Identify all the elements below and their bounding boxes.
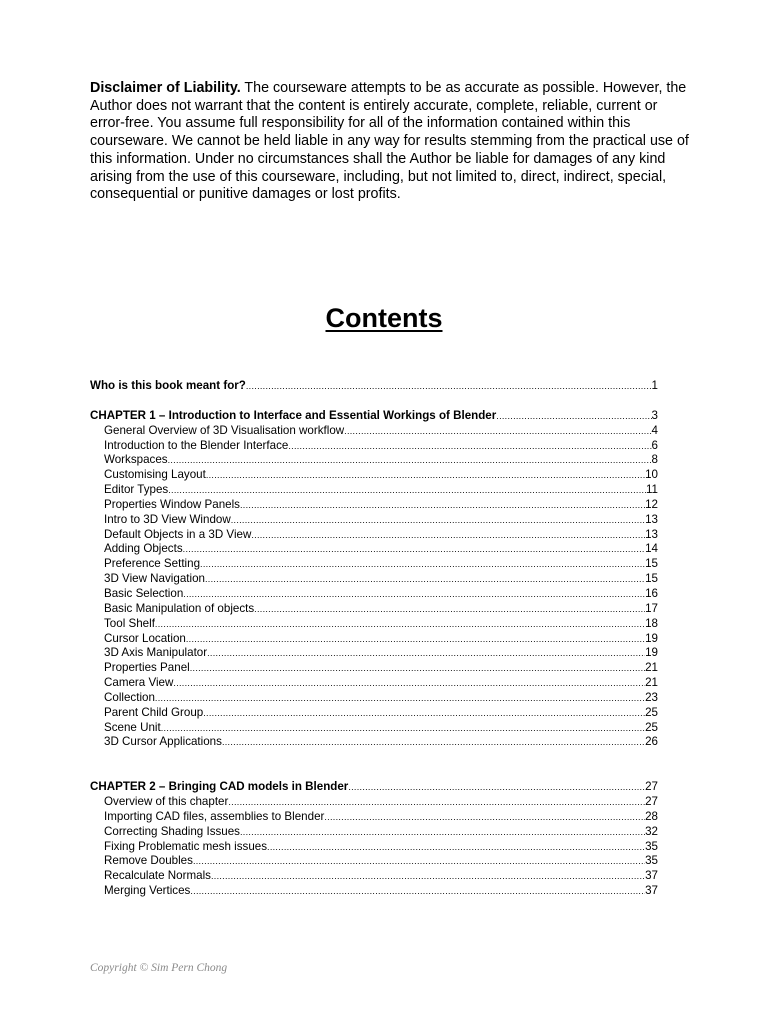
toc-leader xyxy=(324,810,645,825)
toc-chapter-2-title: CHAPTER 2 – Bringing CAD models in Blender xyxy=(90,780,349,794)
toc-leader xyxy=(203,706,645,721)
toc-entry-page: 13 xyxy=(645,527,658,541)
toc-entry-title: Editor Types xyxy=(104,483,169,497)
toc-entry-title: 3D View Navigation xyxy=(104,572,205,586)
toc-entry-title: Merging Vertices xyxy=(104,884,191,898)
toc-entry-page: 25 xyxy=(645,705,658,719)
toc-entry-title: Customising Layout xyxy=(104,468,206,482)
toc-leader xyxy=(190,661,645,676)
toc-entry[interactable] xyxy=(90,468,658,483)
toc-leader xyxy=(155,617,645,632)
toc-entry-page: 37 xyxy=(645,869,658,883)
toc-entry-page: 18 xyxy=(645,616,658,630)
toc-entry[interactable] xyxy=(90,617,658,632)
toc-entry-title: Parent Child Group xyxy=(104,705,204,719)
toc-entry-page: 32 xyxy=(645,824,658,838)
toc-entry-page: 35 xyxy=(645,839,658,853)
toc-entry[interactable] xyxy=(90,676,658,691)
toc-leader xyxy=(231,513,645,528)
toc-chapter-2-page: 27 xyxy=(645,780,658,794)
toc-entry-page: 21 xyxy=(645,661,658,675)
toc-entry[interactable] xyxy=(90,513,658,528)
toc-entry[interactable] xyxy=(90,528,658,543)
toc-entry-page: 19 xyxy=(645,631,658,645)
toc-preface-page: 1 xyxy=(651,379,658,392)
toc-leader xyxy=(267,840,645,855)
toc-entry-title: Fixing Problematic mesh issues xyxy=(104,839,268,853)
toc-entry[interactable] xyxy=(90,453,658,468)
toc-entry-page: 17 xyxy=(645,601,658,615)
toc-entry[interactable] xyxy=(90,661,658,676)
toc-leader xyxy=(496,409,651,424)
toc-entry-title: Scene Unit xyxy=(104,720,161,734)
toc-entry-page: 35 xyxy=(645,854,658,868)
toc-preface[interactable] xyxy=(90,379,658,394)
toc-chapter-1[interactable] xyxy=(90,409,658,424)
toc-entry-page: 4 xyxy=(651,423,658,437)
toc-entry-title: Correcting Shading Issues xyxy=(104,824,240,838)
toc-leader xyxy=(251,528,645,543)
toc-leader xyxy=(168,483,646,498)
toc-entry-page: 21 xyxy=(645,676,658,690)
toc-entry[interactable] xyxy=(90,869,658,884)
toc-leader xyxy=(200,557,645,572)
toc-entry-page: 23 xyxy=(645,690,658,704)
disclaimer-lead: Disclaimer of Liability. xyxy=(90,80,241,96)
toc-leader xyxy=(155,691,645,706)
toc-entry[interactable] xyxy=(90,691,658,706)
toc-leader xyxy=(228,795,645,810)
toc-entry-page: 6 xyxy=(651,438,658,452)
toc-entry[interactable] xyxy=(90,735,658,750)
toc-entry[interactable] xyxy=(90,632,658,647)
toc-entry-title: Importing CAD files, assemblies to Blender xyxy=(104,809,325,823)
toc-entry-page: 12 xyxy=(645,497,658,511)
toc-entry-title: 3D Axis Manipulator xyxy=(104,646,208,660)
toc-leader xyxy=(240,825,645,840)
toc-entry-page: 15 xyxy=(645,557,658,571)
toc-entry[interactable] xyxy=(90,646,658,661)
toc-entry[interactable] xyxy=(90,439,658,454)
toc-entry[interactable] xyxy=(90,706,658,721)
toc-chapter-1-page: 3 xyxy=(651,408,658,422)
toc-entry-page: 27 xyxy=(645,795,658,809)
toc-entry[interactable] xyxy=(90,587,658,602)
toc-leader xyxy=(344,424,651,439)
toc-entry-title: Collection xyxy=(104,690,155,704)
toc-entry-page: 14 xyxy=(645,542,658,556)
toc-entry[interactable] xyxy=(90,884,658,899)
toc-entry-page: 19 xyxy=(645,646,658,660)
toc-leader xyxy=(246,379,652,394)
toc-entry-title: Remove Doubles xyxy=(104,854,193,868)
toc-leader xyxy=(222,735,645,750)
toc-leader xyxy=(254,602,645,617)
toc-entry-title: Basic Manipulation of objects xyxy=(104,601,255,615)
toc-entry[interactable] xyxy=(90,424,658,439)
toc-chapter-1-entries xyxy=(90,424,658,751)
toc-entry-page: 13 xyxy=(645,512,658,526)
toc-entry-title: Workspaces xyxy=(104,453,168,467)
toc-leader xyxy=(211,869,645,884)
toc-entry[interactable] xyxy=(90,498,658,513)
toc-entry-title: Intro to 3D View Window xyxy=(104,512,231,526)
toc-entry[interactable] xyxy=(90,721,658,736)
toc-entry-title: Cursor Location xyxy=(104,631,186,645)
toc-leader xyxy=(207,646,645,661)
toc-entry-page: 28 xyxy=(645,809,658,823)
toc-entry[interactable] xyxy=(90,795,658,810)
copyright-footer: Copyright © Sim Pern Chong xyxy=(90,962,228,974)
contents-title: Contents xyxy=(325,303,443,333)
toc-entry-page: 25 xyxy=(645,720,658,734)
toc-chapter-1-title: CHAPTER 1 – Introduction to Interface and Essential Workings of Blender xyxy=(90,408,497,422)
toc-entry[interactable] xyxy=(90,572,658,587)
toc-entry-page: 26 xyxy=(645,735,658,749)
toc-entry-title: Overview of this chapter xyxy=(104,795,229,809)
toc-preface-title: Who is this book meant for? xyxy=(90,379,246,392)
toc-entry-title: General Overview of 3D Visualisation workflow xyxy=(104,423,345,437)
toc-entry-page: 8 xyxy=(651,453,658,467)
toc-entry-page: 11 xyxy=(645,483,658,497)
disclaimer-body: The courseware attempts to be as accurate as possible. However, the Author does not warrant that the content is entirely accurate, complete, reliable, current or error-free. You assume full responsibility for all of the information contained within this courseware. We cannot be held liable in any way for results stemming from the practical use of this information. Under no circumstances shall the Author be liable for damages of any kind arising from the use of this courseware, including, but not limited to, direct, indirect, special, consequential or punitive damages or lost profits. xyxy=(90,80,689,203)
toc-entry-page: 16 xyxy=(645,586,658,600)
toc-entry-title: Recalculate Normals xyxy=(104,869,211,883)
toc-leader xyxy=(161,721,645,736)
toc-entry-title: Properties Panel xyxy=(104,661,190,675)
toc-entry[interactable] xyxy=(90,854,658,869)
toc-entry-title: Adding Objects xyxy=(104,542,183,556)
toc-entry[interactable] xyxy=(90,602,658,617)
toc-leader xyxy=(193,854,645,869)
toc-entry-title: Basic Selection xyxy=(104,586,184,600)
toc-leader xyxy=(240,498,645,513)
toc-entry-title: Camera View xyxy=(104,676,174,690)
toc-leader xyxy=(206,468,645,483)
toc-entry-title: Preference Setting xyxy=(104,557,201,571)
toc-leader xyxy=(183,587,645,602)
toc-entry-title: Default Objects in a 3D View xyxy=(104,527,252,541)
disclaimer-paragraph xyxy=(90,80,690,204)
toc-entry[interactable] xyxy=(90,825,658,840)
table-of-contents xyxy=(90,379,658,899)
toc-entry-title: Properties Window Panels xyxy=(104,497,240,511)
toc-entry[interactable] xyxy=(90,483,658,498)
toc-entry-title: 3D Cursor Applications xyxy=(104,735,222,749)
toc-leader xyxy=(348,780,645,795)
toc-leader xyxy=(186,632,645,647)
toc-leader xyxy=(205,572,645,587)
toc-leader xyxy=(173,676,645,691)
toc-leader xyxy=(288,439,651,454)
toc-entry[interactable] xyxy=(90,557,658,572)
toc-entry-page: 10 xyxy=(645,468,658,482)
toc-chapter-2-entries xyxy=(90,795,658,899)
toc-entry-title: Tool Shelf xyxy=(104,616,155,630)
toc-leader xyxy=(168,453,652,468)
toc-entry[interactable] xyxy=(90,840,658,855)
toc-chapter-2[interactable] xyxy=(90,780,658,795)
toc-entry-page: 37 xyxy=(645,884,658,898)
toc-leader xyxy=(183,542,645,557)
toc-entry-title: Introduction to the Blender Interface xyxy=(104,438,289,452)
toc-entry[interactable] xyxy=(90,542,658,557)
toc-entry-page: 15 xyxy=(645,572,658,586)
toc-entry[interactable] xyxy=(90,810,658,825)
toc-leader xyxy=(190,884,645,899)
